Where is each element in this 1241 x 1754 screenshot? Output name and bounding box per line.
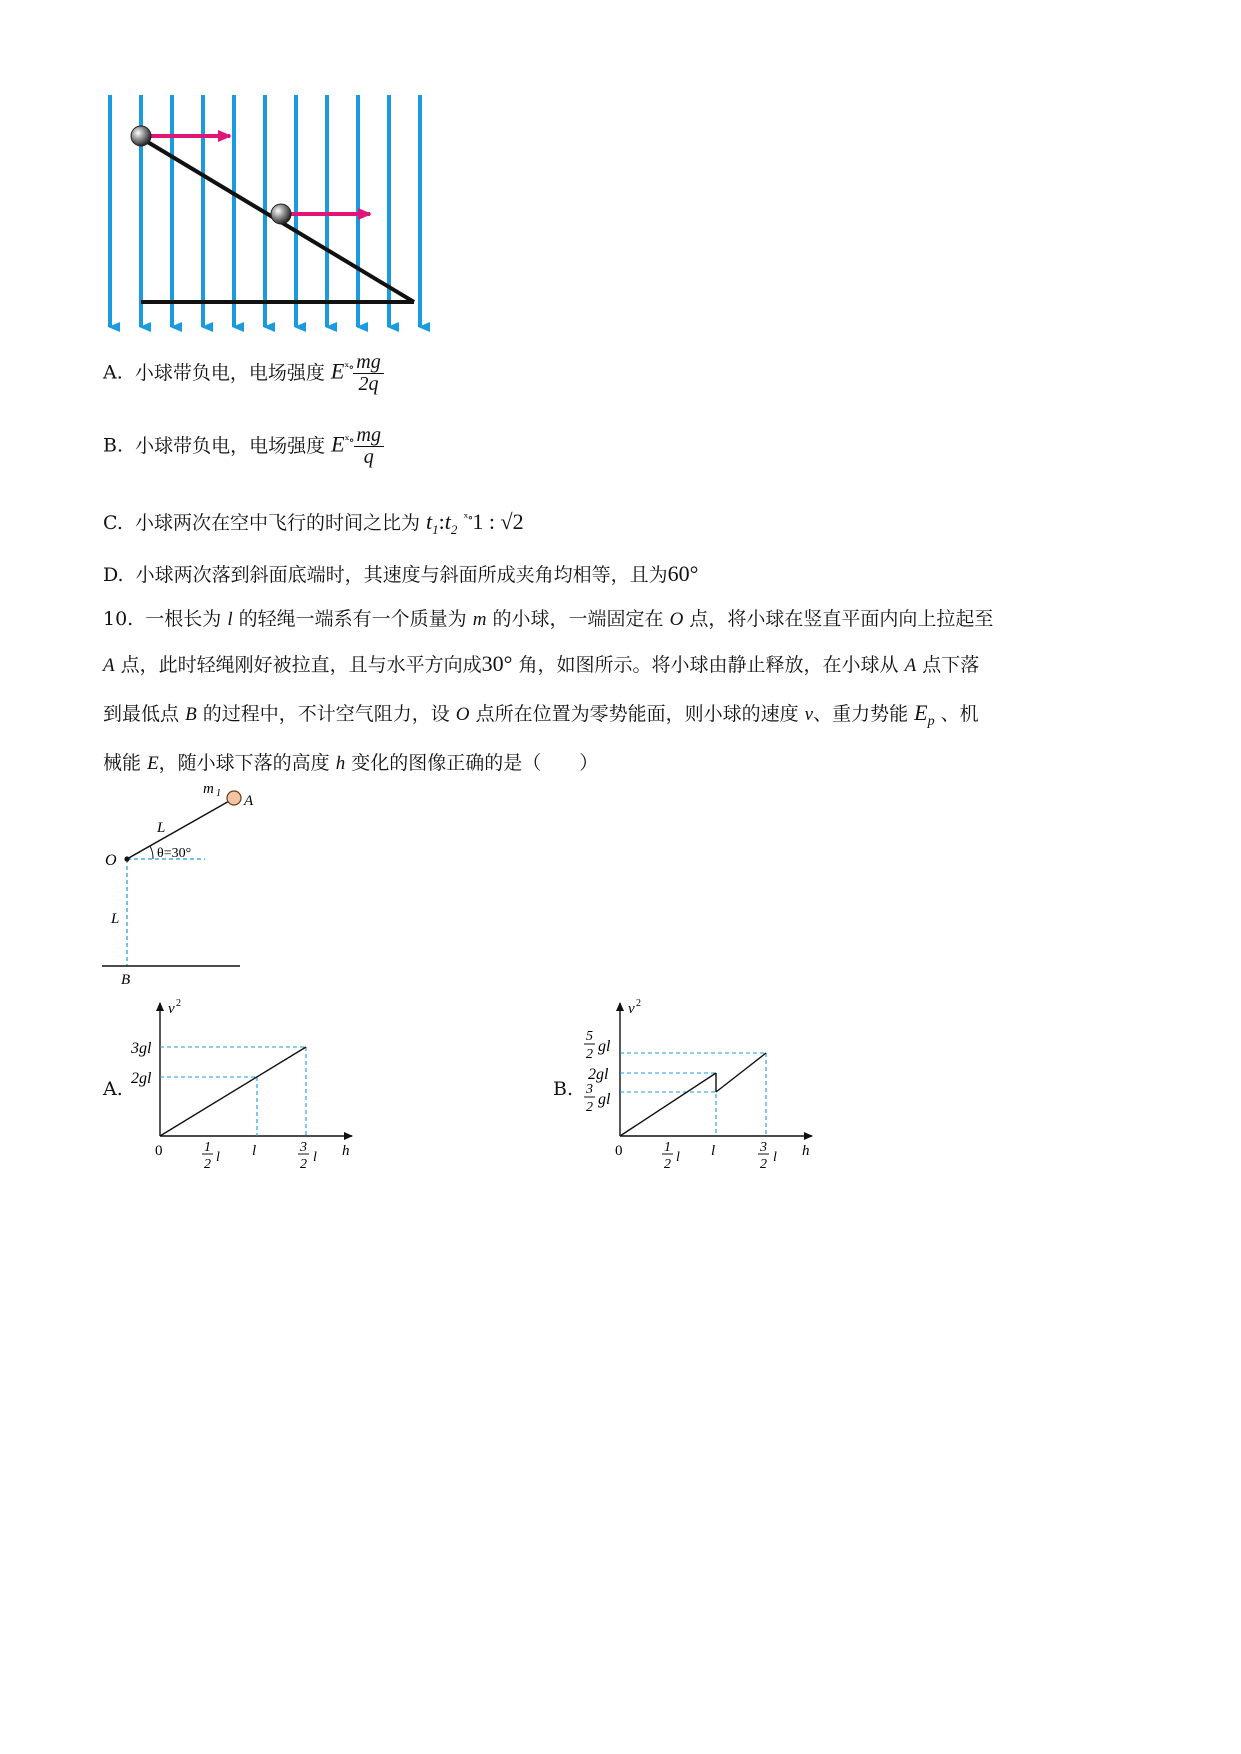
option-letter: D. (103, 564, 124, 586)
svg-text:2: 2 (664, 1157, 671, 1172)
mass-label: m (203, 781, 214, 797)
var: h (335, 753, 346, 774)
ball-1 (131, 126, 151, 146)
y-axis-sup: 2 (636, 998, 641, 1009)
x-tick-l: l (252, 1143, 257, 1159)
colon: : (438, 509, 445, 534)
y-axis-sup: 2 (176, 998, 181, 1009)
text: 的小球，一端固定在 (492, 608, 664, 630)
q10-line-1 (103, 604, 993, 631)
x-axis-label: h (802, 1143, 810, 1159)
svg-text:5: 5 (586, 1029, 593, 1044)
t1-var: t (426, 509, 433, 534)
option-text: 小球带负电，电场强度 (134, 361, 325, 384)
svg-text:gl: gl (598, 1091, 611, 1108)
rope-length-label: L (157, 820, 166, 836)
svg-text:2: 2 (586, 1047, 593, 1062)
angle: 30° (481, 651, 513, 676)
text: 、重力势能 (813, 703, 909, 725)
svg-text:3: 3 (300, 1140, 307, 1155)
option-text: 小球带负电，电场强度 (135, 434, 326, 457)
t2-sub: 2 (450, 521, 458, 537)
y-tick-three-halves-gl (584, 1082, 611, 1115)
text: 点所在位置为零势能面，则小球的速度 (475, 703, 799, 725)
svg-text:3: 3 (586, 1082, 593, 1097)
option-d (103, 560, 698, 587)
text: 到最低点 (103, 703, 180, 725)
ball-a (227, 791, 241, 805)
y-tick-3gl: 3gl (131, 1040, 152, 1057)
var: l (227, 609, 233, 630)
text: 一根长为 (145, 608, 222, 630)
text: 械能 (103, 752, 142, 774)
var: B (185, 704, 197, 725)
point-a-label: A (244, 793, 254, 809)
fraction: $\frac{mg}{2q}$ (353, 352, 383, 395)
x-tick-l: l (711, 1143, 716, 1159)
y-tick-2gl: 2gl (588, 1066, 609, 1083)
option-a (103, 352, 384, 395)
var: v (804, 704, 814, 725)
svg-text:l: l (313, 1150, 317, 1165)
option-letter: A. (103, 361, 123, 384)
option-c (103, 508, 524, 538)
t2-var: t (444, 509, 451, 534)
question-number: 10. (103, 608, 134, 630)
origin-label: 0 (155, 1143, 163, 1159)
graph-a-letter: A. (103, 1078, 123, 1100)
option-text: 小球两次落到斜面底端时，其速度与斜面所成夹角均相等，且为 (135, 564, 668, 586)
option-letter: C. (103, 512, 123, 534)
lower-length-label: L (111, 911, 120, 927)
option-letter: B. (103, 434, 124, 457)
pendulum-figure (95, 780, 255, 990)
t1-sub: 1 (432, 521, 439, 537)
svg-text:2: 2 (204, 1157, 211, 1172)
garbled-symbol: ˣ∘ (344, 433, 354, 448)
y-axis-label: v (628, 1001, 635, 1017)
pivot-point (124, 856, 129, 861)
point-o-label: O (105, 852, 117, 869)
field-var: E (330, 358, 345, 384)
v2-line-segment-1 (620, 1073, 716, 1136)
text: 的过程中，不计空气阻力，设 (202, 703, 450, 725)
origin-label: 0 (615, 1143, 623, 1159)
text: 、机 (940, 703, 979, 725)
svg-text:1: 1 (664, 1140, 671, 1155)
var: E (914, 700, 928, 725)
svg-text:l: l (773, 1150, 777, 1165)
svg-text:l: l (216, 1150, 220, 1165)
svg-text:3: 3 (760, 1140, 767, 1155)
text: 点，将小球在竖直平面内向上拉起至 (689, 608, 994, 630)
text: 角，如图所示。将小球由静止释放，在小球从 (518, 654, 899, 676)
var: A (103, 655, 115, 676)
var: O (455, 704, 470, 725)
var: A (904, 655, 917, 676)
x-tick-three-halves-l (298, 1140, 317, 1172)
svg-text:gl: gl (598, 1038, 611, 1055)
var: E (147, 753, 159, 774)
graph-a (120, 995, 360, 1185)
svg-text:2: 2 (760, 1157, 767, 1172)
x-axis-label: h (342, 1143, 350, 1159)
field-incline-figure (100, 95, 445, 340)
option-b (103, 425, 384, 468)
graph-b (578, 995, 818, 1185)
q10-line-2 (103, 650, 979, 677)
v2-line-segment-2 (716, 1053, 766, 1092)
q10-line-3 (103, 699, 979, 730)
y-tick-five-halves-gl (584, 1029, 611, 1062)
ratio: 1 : √2 (472, 509, 524, 534)
svg-text:2: 2 (586, 1100, 593, 1115)
garbled-symbol: ˣ∘ (463, 510, 473, 525)
x-tick-half-l (662, 1140, 680, 1172)
angle: 60° (667, 561, 699, 586)
y-tick-2gl: 2gl (131, 1070, 152, 1087)
ball-2 (271, 204, 291, 224)
point-b-label: B (121, 972, 131, 988)
var: O (669, 609, 684, 630)
svg-text:1: 1 (204, 1140, 211, 1155)
v2-line (160, 1047, 306, 1136)
mass-sub: 1 (216, 788, 221, 799)
angle-label: θ=30° (157, 846, 192, 861)
option-text: 小球两次在空中飞行的时间之比为 (134, 512, 420, 534)
svg-text:2: 2 (300, 1157, 307, 1172)
x-tick-three-halves-l (758, 1140, 777, 1172)
text: 的轻绳一端系有一个质量为 (238, 608, 467, 630)
garbled-symbol: ˣ∘ (344, 360, 354, 375)
q10-line-4 (103, 748, 598, 775)
var: m (472, 609, 487, 630)
fraction: $\frac{mg}{q}$ (354, 425, 384, 468)
x-tick-half-l (202, 1140, 220, 1172)
y-axis-label: v (168, 1001, 175, 1017)
text: 点，此时轻绳刚好被拉直，且与水平方向成 (120, 654, 482, 676)
field-var: E (331, 431, 345, 457)
text: 变化的图像正确的是（ ） (351, 752, 599, 774)
text: 点下落 (922, 654, 980, 676)
var-sub: p (927, 713, 935, 729)
svg-text:l: l (676, 1150, 680, 1165)
graph-b-letter: B. (553, 1078, 574, 1100)
text: ，随小球下落的高度 (158, 752, 330, 774)
